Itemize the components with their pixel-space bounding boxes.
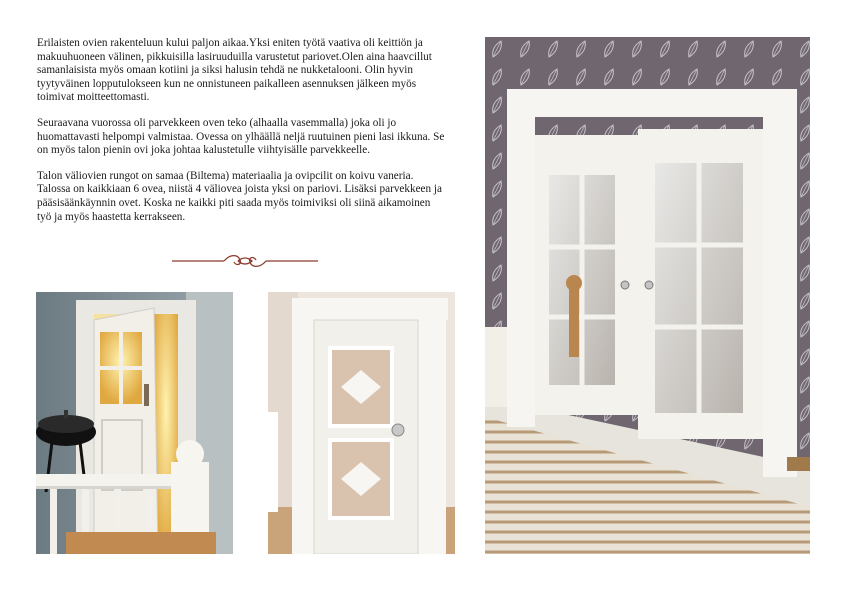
photo-interior-door bbox=[268, 292, 455, 554]
photo-double-glass-door bbox=[485, 37, 810, 554]
paragraph-1: Erilaisten ovien rakenteluun kului paljon aikaa.Yksi eniten työtä vaativa oli keittiön ja makuuhuoneen välinen, pikkuisilla lasiruuduilla varustetut pariovet.Olen aina haavcillut samanlaisista myös omaan kotiini ja siksi halusin tehdä ne nukketalooni. Olin hyvin tyytyväinen lopputulokseen kun ne onnistuneen paikalleen asennuksen jälkeen myös toimivat moitteettomasti. bbox=[37, 37, 432, 104]
photo-balcony-door bbox=[36, 292, 233, 554]
paragraph-2: Seuraavana vuorossa oli parvekkeen oven teko (alhaalla vasemmalla) joka oli jo huomattavasti helpompi valmistaa. Ovessa on ylhäällä neljä ruutuinen pieni lasi ikkuna. Se on myös talon pienin ovi joka johtaa kalustetulle viihtyisälle parvekkeelle. bbox=[37, 116, 445, 157]
ornament-divider bbox=[172, 252, 318, 270]
paragraph-3: Talon väliovien rungot on samaa (Biltema) materiaalia ja ovipcilit on koivu vaneria. Talossa on kaikkiaan 6 ovea, niistä 4 väliovea joista yksi on pariovi. Lisäksi parvekkeen ja pääsisäänkäynnin ovet. Koska ne kaikki piti saada myös toimiviksi oli siinä aikamoinen työ ja myös haastetta kerrakseen. bbox=[37, 169, 442, 223]
article-text bbox=[37, 37, 447, 236]
